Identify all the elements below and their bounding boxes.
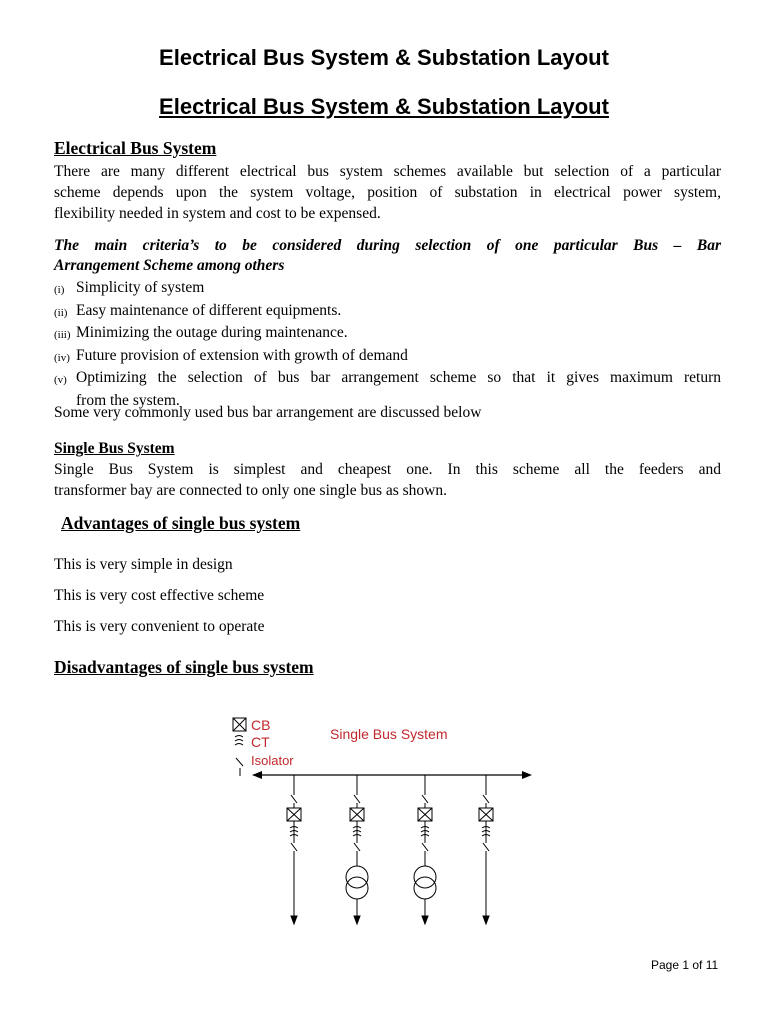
isolator-symbol [483,843,489,851]
isolator-symbol [291,795,297,803]
isolator-symbol [354,795,360,803]
list-number: (v) [54,374,67,386]
list-number: (ii) [54,306,68,319]
page-number: Page 1 of 11 [651,958,719,972]
bus-arrow-right [522,771,532,779]
header-title: Electrical Bus System & Substation Layout [159,45,609,70]
legend-isolator: Isolator [251,753,294,768]
isolator-symbol [422,843,428,851]
paragraph-line: Single Bus System is simplest and cheapest one. In this scheme all the feeders and [54,461,721,478]
criteria-line: The main criteria’s to be considered during selection of one particular Bus – Bar [54,237,721,254]
paragraph-line: transformer bay are connected to only one single bus as shown. [54,482,447,499]
list-text: Simplicity of system [76,279,205,296]
legend-cb: CB [251,717,271,733]
paragraph-line: flexibility needed in system and cost to be expensed. [54,205,381,222]
feeder-arrow [291,916,297,924]
isolator-symbol [483,795,489,803]
legend-ct: CT [251,734,270,750]
list-text: from the system. [76,391,180,409]
advantage-item: This is very simple in design [54,556,233,573]
advantage-item: This is very cost effective scheme [54,587,265,604]
paragraph-line: scheme depends upon the system voltage, position of substation in electrical power system, [54,184,721,201]
isolator-symbol [236,758,243,766]
list-number: (iii) [54,329,71,341]
isolator-symbol [354,843,360,851]
list-number: (i) [54,284,65,296]
section-heading-electrical-bus-system: Electrical Bus System [54,138,217,158]
single-bus-heading: Single Bus System [54,440,175,457]
bus-arrow-left [252,771,262,779]
paragraph-line: There are many different electrical bus system schemes available but selection of a particular [54,163,721,180]
list-number: (iv) [54,351,70,364]
feeder-arrow [354,916,360,924]
criteria-line: Arrangement Scheme among others [54,257,285,274]
feeder-arrow [483,916,489,924]
isolator-symbol [422,795,428,803]
feeder-arrow [422,916,428,924]
list-text: Optimizing the selection of bus bar arrangement scheme so that it gives maximum return [76,369,721,386]
advantages-heading: Advantages of single bus system [61,513,301,533]
advantage-item: This is very convenient to operate [54,618,265,635]
isolator-symbol [291,843,297,851]
ct-symbol [235,736,243,746]
main-title: Electrical Bus System & Substation Layout [159,94,609,119]
list-text: Future provision of extension with growth of demand [76,346,408,364]
list-text: Easy maintenance of different equipments. [76,301,342,319]
closing-sentence: Some very commonly used bus bar arrangement are discussed below [54,404,482,421]
list-text: Minimizing the outage during maintenance. [76,324,348,341]
diagram-title: Single Bus System [330,726,448,742]
disadvantages-heading: Disadvantages of single bus system [54,657,314,677]
